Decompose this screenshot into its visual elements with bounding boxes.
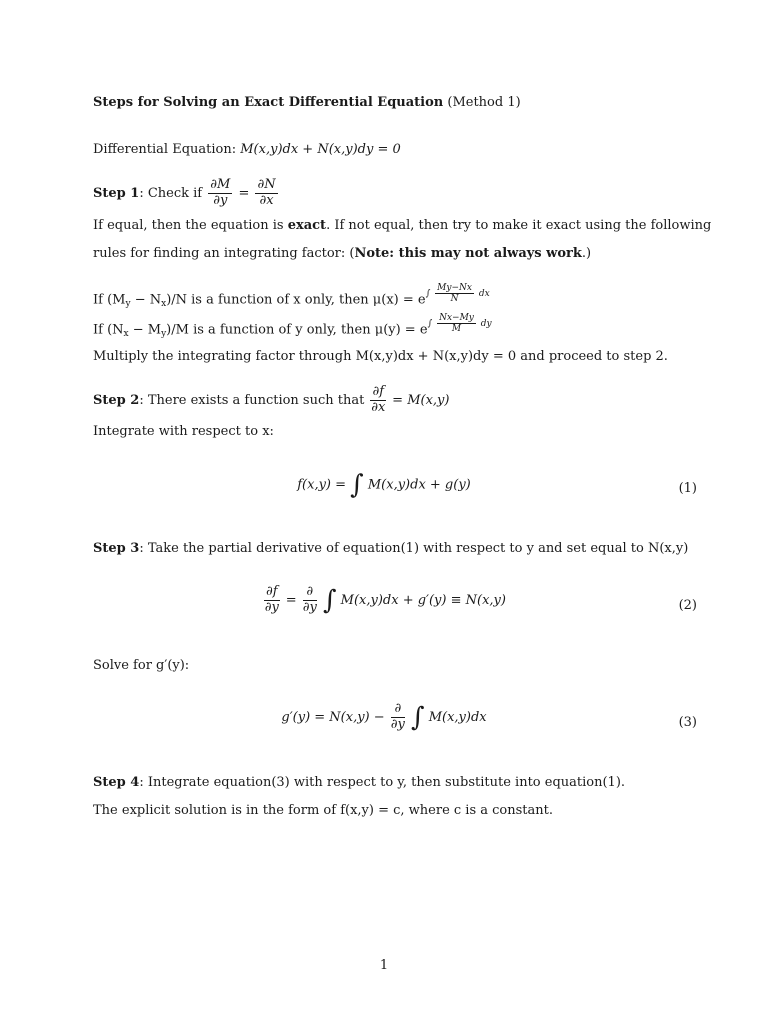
rule1-exponent: ∫ My−Nx N dx: [425, 283, 490, 305]
step2-num: ∂f: [372, 384, 385, 399]
rule1-exp-den: N: [450, 294, 459, 305]
eq3-fraction: [391, 702, 405, 733]
eq2-rhs: M(x,y)dx + g′(y) ≡ N(x,y): [340, 592, 506, 608]
explicit-line: [93, 803, 553, 818]
step2-fraction: [370, 385, 386, 416]
rule1-exp-fraction: [435, 283, 474, 305]
equation-1: [0, 472, 768, 498]
step1-lhs-fraction: [208, 178, 232, 209]
eq2-num1: ∂f: [266, 584, 278, 599]
eq2-num2: ∂: [303, 585, 317, 601]
rules-text-b: .): [581, 246, 592, 261]
equation-2: $\frac{\partial f}{\partial y}$ = $\frac{\partial}{\partial y}$ ∫ M(x,y)dx + g′(y) ≡ N(x,y): [264, 584, 506, 616]
rule2-exp-d: dy: [480, 319, 492, 330]
step1-rules-line: [93, 246, 591, 261]
rule1-mid: − N: [130, 292, 162, 308]
rules-text-a: rules for finding an integrating factor: (: [93, 246, 355, 261]
rule2-exponent: ∫ Nx−My M dy: [427, 313, 492, 335]
title-bold: Steps for Solving an Exact Differential Equation: [93, 95, 444, 110]
rule2-rest: )/M is a function of y only, then μ(y) = e: [166, 322, 428, 338]
step1-lhs-num: ∂M: [210, 177, 231, 192]
step2-label: Step 2: [93, 392, 140, 408]
document-title: [93, 95, 521, 110]
rule1-rest: )/N is a function of x only, then μ(x) = e: [166, 292, 426, 308]
rule2-sub-y: y: [161, 329, 167, 340]
diffeq-label: Differential Equation:: [93, 142, 237, 157]
eq1-rhs: M(x,y)dx + g(y): [367, 477, 471, 493]
solve-line: [93, 658, 189, 673]
integral-sign-icon: ∫: [411, 702, 425, 733]
eq1-number: (1): [678, 481, 697, 496]
step3-label: Step 3: [93, 541, 140, 556]
step1-lhs-den: ∂y: [213, 192, 228, 208]
diffeq-equation: M(x,y)dx + N(x,y)dy = 0: [240, 142, 401, 157]
integrate-line: [93, 424, 274, 439]
step1-heading: Step 1: Check if $\frac{\partial M}{\partial y}$ = $\frac{\partial N}{\partial x}$: [93, 177, 276, 208]
equation-3: [0, 702, 768, 733]
rule1-sub-y: y: [125, 299, 131, 310]
rule2-mid: − M: [128, 322, 162, 338]
eq3-rhs: M(x,y)dx: [428, 709, 487, 725]
step1-label: Step 1: [93, 185, 140, 201]
integral-sign-icon: ∫: [350, 470, 364, 500]
step4-label: Step 4: [93, 775, 140, 790]
step4-text: : Integrate equation(3) with respect to y, then substitute into equation(1).: [139, 775, 626, 790]
step3-text: : Take the partial derivative of equation(1) with respect to y and set equal to N(x,y): [139, 541, 689, 556]
integral-sign-icon: ∫: [322, 585, 337, 616]
multiply-text: Multiply the integrating factor through M(x,y)dx + N(x,y)dy = 0 and proceed to step 2.: [93, 349, 668, 364]
rule1-exp-num: My−Nx: [437, 283, 472, 293]
step2-rhs: = M(x,y): [392, 392, 450, 408]
multiply-line: [93, 349, 668, 364]
eq2-fraction-2: [303, 585, 317, 616]
equal-text-a: If equal, then the equation is: [93, 218, 284, 233]
rule2-prefix: If (N: [93, 322, 124, 338]
step2-den: ∂x: [371, 399, 386, 415]
rule2-line: [93, 313, 492, 342]
eq3-den: ∂y: [390, 716, 405, 732]
note-text: Note: this may not always work: [354, 246, 582, 261]
rule2-exp-fraction: [437, 313, 476, 335]
step1-rhs-num: ∂N: [257, 177, 276, 192]
page-number: 1: [379, 958, 389, 973]
step2-text: : There exists a function such that: [139, 392, 365, 408]
step3-heading: [93, 541, 688, 556]
rule1-prefix: If (M: [93, 292, 126, 308]
exact-word: exact: [287, 218, 327, 233]
eq2-fraction-1: [264, 585, 280, 616]
rule2-sub-x: x: [123, 329, 129, 340]
rule1-exp-d: dx: [478, 289, 490, 300]
explicit-text: The explicit solution is in the form of f(x,y) = c, where c is a constant.: [93, 803, 554, 818]
step2-heading: [93, 385, 449, 416]
rule1-sub-x: x: [161, 299, 167, 310]
rule2-exp-num: Nx−My: [439, 313, 474, 323]
eq2-den2: ∂y: [302, 599, 317, 615]
step1-rhs-den: ∂x: [259, 192, 274, 208]
eq3-num: ∂: [391, 702, 405, 718]
eq2-den1: ∂y: [264, 599, 279, 615]
step1-equal-line: [93, 218, 711, 233]
differential-equation-line: [93, 142, 401, 157]
title-method: (Method 1): [447, 95, 521, 110]
step4-heading: [93, 775, 625, 790]
eq2-number: (2): [678, 598, 697, 613]
eq3-number: (3): [678, 715, 697, 730]
step1-text: : Check if: [139, 185, 203, 201]
eq1-lhs: f(x,y) =: [297, 477, 347, 493]
eq3-lhs: g′(y) = N(x,y) −: [281, 709, 385, 725]
integrate-text: Integrate with respect to x:: [93, 424, 274, 439]
equal-text-b: . If not equal, then try to make it exact using the following: [326, 218, 712, 233]
step1-rhs-fraction: [255, 178, 277, 209]
rule1-line: [93, 283, 490, 312]
rule2-exp-den: M: [451, 324, 462, 335]
solve-text: Solve for g′(y):: [93, 658, 190, 673]
